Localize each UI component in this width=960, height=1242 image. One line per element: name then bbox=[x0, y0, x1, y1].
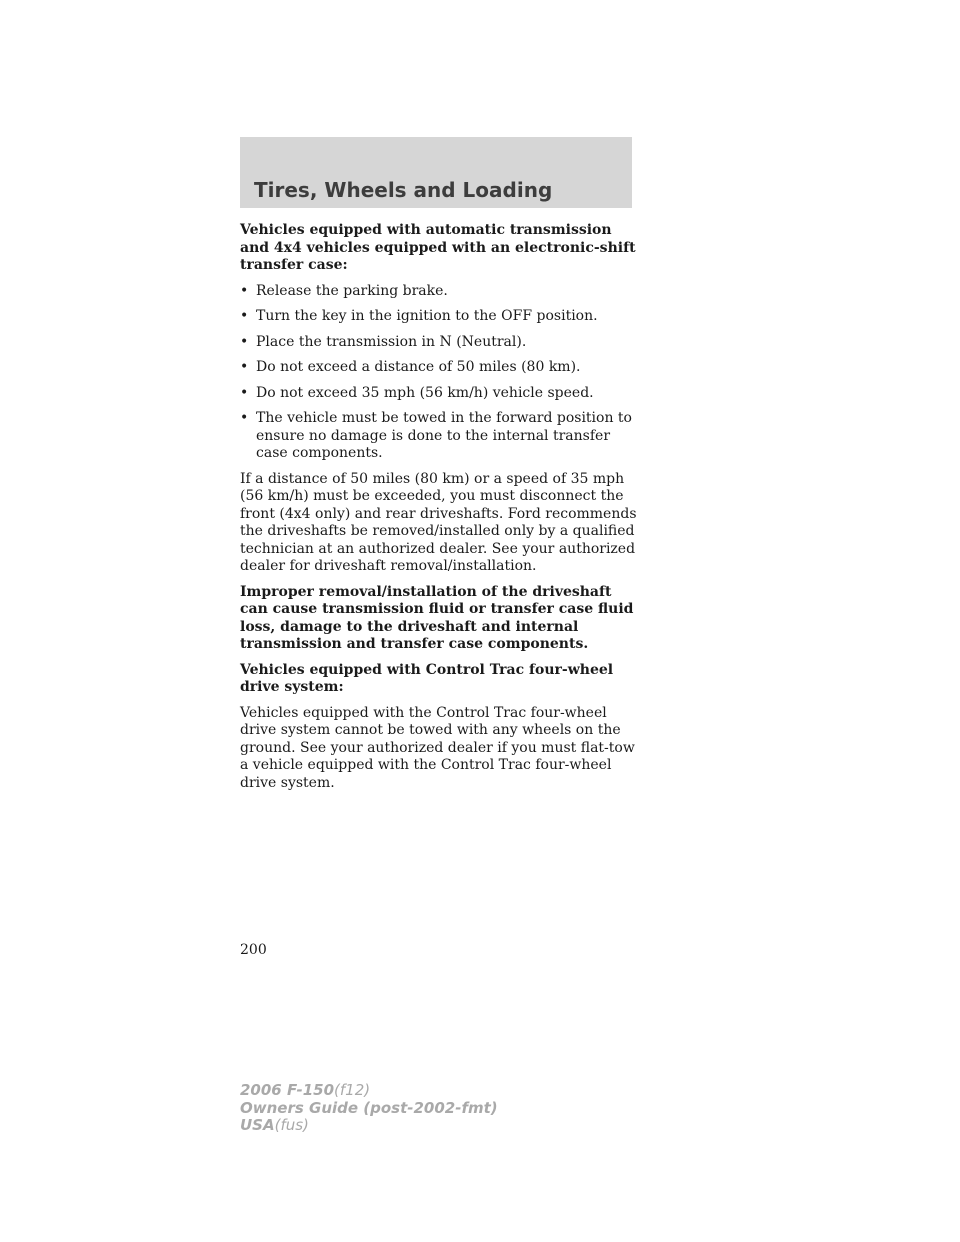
distance-paragraph: If a distance of 50 miles (80 km) or a speed of 35 mph (56 km/h) must be exceeded, you must disconnect the front (4x4 only) and rear driveshafts. Ford recommends the driveshafts be removed/installed only by a qualified technician at an authorized dealer. See your authorized dealer for driveshaft removal/installation. bbox=[240, 470, 637, 574]
driveshaft-warning: Improper removal/installation of the driveshaft can cause transmission fluid or transfer case fluid loss, damage to the driveshaft and internal transmission and transfer case components. bbox=[240, 583, 634, 652]
bullet-icon: • bbox=[240, 359, 249, 375]
list-item-text: Turn the key in the ignition to the OFF position. bbox=[256, 308, 598, 324]
bullet-icon: • bbox=[240, 282, 249, 299]
list-item bbox=[240, 308, 640, 326]
list-item-text: Do not exceed a distance of 50 miles (80 km). bbox=[256, 359, 581, 375]
towing-steps-list bbox=[240, 283, 640, 463]
page-content bbox=[240, 222, 640, 800]
list-item-text: Release the parking brake. bbox=[256, 282, 448, 299]
bullet-icon: • bbox=[240, 333, 249, 350]
list-item bbox=[240, 359, 640, 377]
bullet-icon: • bbox=[240, 308, 249, 324]
list-item-text: The vehicle must be towed in the forward position to ensure no damage is done to the internal transfer case components. bbox=[256, 410, 632, 461]
control-trac-heading: Vehicles equipped with Control Trac four-wheel drive system: bbox=[240, 661, 614, 695]
footer-line-market bbox=[240, 1117, 498, 1135]
list-item-text: Do not exceed 35 mph (56 km/h) vehicle speed. bbox=[256, 384, 594, 401]
document-footer bbox=[240, 1082, 498, 1135]
list-item bbox=[240, 385, 640, 403]
list-item bbox=[240, 410, 640, 463]
intro-heading: Vehicles equipped with automatic transmission and 4x4 vehicles equipped with an electronic-shift transfer case: bbox=[240, 222, 636, 273]
page-number: 200 bbox=[240, 942, 267, 958]
footer-model-code: (f12) bbox=[334, 1081, 371, 1099]
footer-line-model bbox=[240, 1082, 498, 1100]
list-item bbox=[240, 334, 640, 352]
section-title: Tires, Wheels and Loading bbox=[254, 178, 553, 202]
control-trac-paragraph: Vehicles equipped with the Control Trac four-wheel drive system cannot be towed with any wheels on the ground. See your authorized dealer if you must flat-tow a vehicle equipped with the Control Trac four-wheel drive system. bbox=[240, 704, 635, 791]
footer-market: USA bbox=[240, 1116, 275, 1134]
list-item bbox=[240, 283, 640, 301]
bullet-icon: • bbox=[240, 384, 249, 401]
list-item-text: Place the transmission in N (Neutral). bbox=[256, 333, 527, 350]
footer-model: 2006 F-150 bbox=[240, 1081, 335, 1099]
footer-market-code: (fus) bbox=[274, 1116, 309, 1134]
footer-guide-format: Owners Guide (post-2002-fmt) bbox=[240, 1098, 498, 1117]
bullet-icon: • bbox=[240, 410, 249, 426]
